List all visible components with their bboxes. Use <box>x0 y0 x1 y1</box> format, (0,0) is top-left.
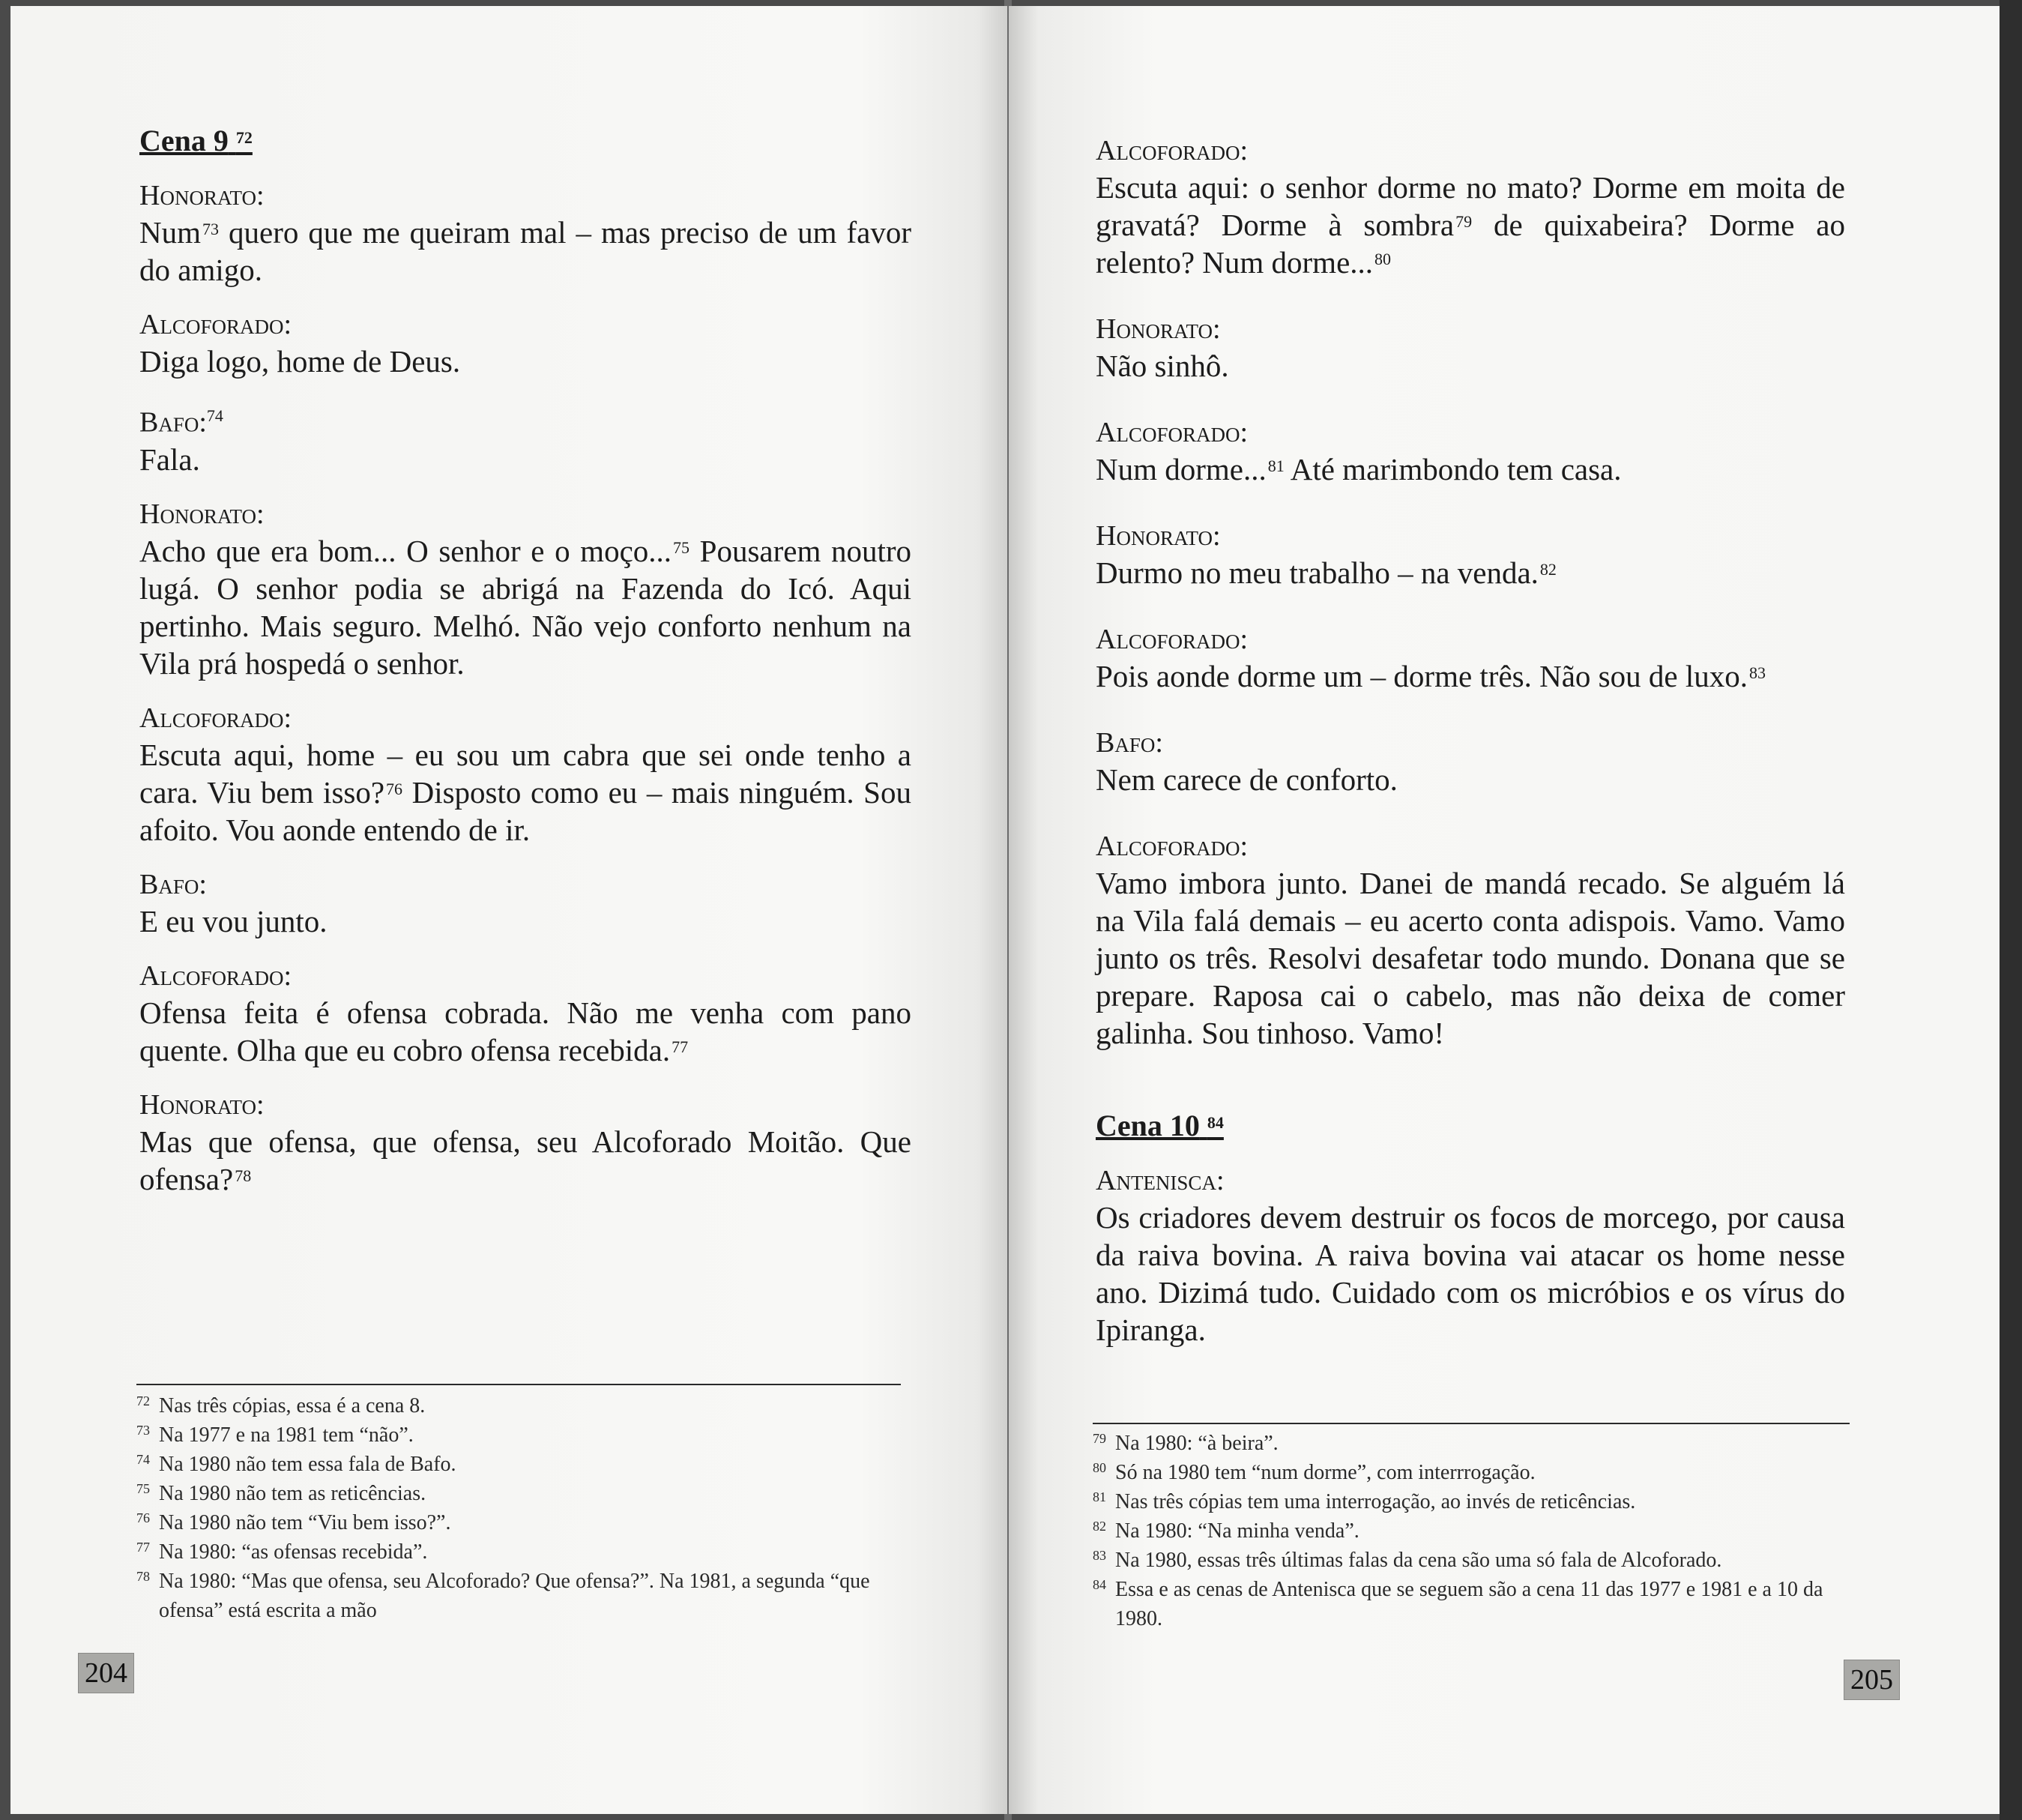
page-number: 205 <box>1844 1660 1900 1700</box>
footnote: 82 Na 1980: “Na minha venda”. <box>1093 1519 1359 1543</box>
dialogue-line: Fala. <box>139 442 200 477</box>
right-page <box>1009 6 2000 1814</box>
speaker-label: Alcoforado: <box>139 309 292 340</box>
speaker-label: Honorato: <box>139 498 265 530</box>
footnote-ref: 80 <box>1374 250 1392 268</box>
dialogue-line: Diga logo, home de Deus. <box>139 344 461 379</box>
speaker-label: Honorato: <box>1096 313 1221 345</box>
footnote-ref: 81 <box>1267 456 1285 475</box>
scene-title: Cena 9 $^{72}$ <box>139 124 253 157</box>
footnote: 77 Na 1980: “as ofensas recebida”. <box>136 1540 428 1564</box>
dialogue-line: Num dorme...$^{81}$ Até marimbondo tem casa. <box>1096 452 1622 486</box>
footnote-divider <box>1093 1423 1850 1424</box>
speaker-label: Alcoforado: <box>1096 831 1249 862</box>
footnote: 75 Na 1980 não tem as reticências. <box>136 1481 426 1505</box>
footnote: 76 Na 1980 não tem “Viu bem isso?”. <box>136 1510 451 1534</box>
footnote-ref: 84 <box>1207 1113 1224 1132</box>
speaker-label: Alcoforado: <box>139 702 292 734</box>
speaker-label: Bafo:$^{74}$ <box>139 406 223 439</box>
footnote: 80 Só na 1980 tem “num dorme”, com interrrogação. <box>1093 1460 1536 1484</box>
footnote-ref: 75 <box>673 537 690 557</box>
footnote-divider <box>136 1384 901 1385</box>
speaker-label: Honorato: <box>1096 520 1221 552</box>
footnote: 78 Na 1980: “Mas que ofensa, seu Alcoforado? Que ofensa?”. Na 1981, a segunda “que ofensa” está escrita a mão <box>136 1569 870 1622</box>
speaker-label: Antenisca: <box>1096 1165 1225 1196</box>
dialogue-line: Mas que ofensa, que ofensa, seu Alcoforado Moitão. Que ofensa?$^{78}$ <box>139 1124 911 1196</box>
dialogue-line: Não sinhô. <box>1096 349 1229 383</box>
footnote: 81 Nas três cópias tem uma interrogação, ao invés de reticências. <box>1093 1489 1636 1513</box>
footnote-ref: 76 <box>386 779 403 798</box>
footnote-ref: 79 <box>1455 212 1473 231</box>
speaker-label: Alcoforado: <box>1096 417 1249 448</box>
left-page <box>10 6 1007 1814</box>
speaker-label: Alcoforado: <box>139 959 292 992</box>
speaker-label: Bafo: <box>139 868 207 900</box>
footnote-ref: 77 <box>672 1037 689 1056</box>
footnote-ref: 78 <box>235 1166 252 1185</box>
dialogue-line: Os criadores devem destruir os focos de morcego, por causa da raiva bovina. A raiva bovina vai atacar os home nesse ano. Dizimá tudo. Cuidado com os micróbios e os vírus do Ipiranga. <box>1096 1200 1845 1347</box>
speaker-label: Honorato: <box>139 1088 265 1121</box>
scan-edge <box>2000 0 2022 1820</box>
speaker-label: Alcoforado: <box>1096 624 1249 655</box>
dialogue-line: Escuta aqui: o senhor dorme no mato? Dorme em moita de gravatá? Dorme à sombra$^{79}$ de quixabeira? Dorme ao relento? Num dorme...$^{80}$ <box>1096 170 1845 280</box>
footnote-ref: 83 <box>1748 663 1766 682</box>
speaker-label: Honorato: <box>139 180 265 211</box>
dialogue-line: Nem carece de conforto. <box>1096 762 1398 797</box>
dialogue-line: Acho que era bom... O senhor e o moço...$^{75}$ Pousarem noutro lugá. O senhor podia se abrigá na Fazenda do Icó. Aqui pertinho. Mais seguro. Melhó. Não vejo conforto nenhum na Vila prá hospedá o senhor. <box>139 533 911 681</box>
scene-title: Cena 10 $^{84}$ <box>1096 1109 1224 1142</box>
speaker-label: Bafo: <box>1096 727 1163 759</box>
footnote-ref: 73 <box>202 220 219 238</box>
dialogue-line: Ofensa feita é ofensa cobrada. Não me venha com pano quente. Olha que eu cobro ofensa recebida.$^{77}$ <box>139 995 911 1067</box>
dialogue-line: E eu vou junto. <box>139 903 328 938</box>
footnote-ref: 82 <box>1539 560 1557 579</box>
footnote: 73 Na 1977 e na 1981 tem “não”. <box>136 1423 414 1447</box>
dialogue-line: Pois aonde dorme um – dorme três. Não sou de luxo.$^{83}$ <box>1096 659 1766 693</box>
speaker-label: Alcoforado: <box>1096 135 1249 166</box>
footnote-ref: 72 <box>235 128 253 147</box>
footnote: 83 Na 1980, essas três últimas falas da cena são uma só fala de Alcoforado. <box>1093 1548 1722 1572</box>
left-page-text <box>139 122 911 1198</box>
dialogue-line: Vamo imbora junto. Danei de mandá recado. Se alguém lá na Vila falá demais – eu acerto conta adispois. Vamo. Vamo junto os três. Resolvi desafetar todo mundo. Donana que se prepare. Raposa cai o cabelo, mas não deixa de comer galinha. Sou tinhoso. Vamo! <box>1096 866 1845 1050</box>
right-page-text <box>1096 122 1845 1349</box>
footnote-ref: 74 <box>206 406 223 425</box>
footnotes <box>1093 1429 1850 1633</box>
page-number: 204 <box>78 1653 134 1693</box>
footnote: 72 Nas três cópias, essa é a cena 8. <box>136 1393 426 1417</box>
footnote: 79 Na 1980: “à beira”. <box>1093 1431 1279 1455</box>
footnote: 84 Essa e as cenas de Antenisca que se seguem são a cena 11 das 1977 e 1981 e a 10 da 1980. <box>1093 1577 1823 1630</box>
dialogue-line: Num$^{73}$ quero que me queiram mal – mas preciso de um favor do amigo. <box>139 215 911 287</box>
footnotes <box>136 1391 908 1625</box>
dialogue-line: Escuta aqui, home – eu sou um cabra que sei onde tenho a cara. Viu bem isso?$^{76}$ Disposto como eu – mais ninguém. Sou afoito. Vou aonde entendo de ir. <box>139 737 911 847</box>
footnote: 74 Na 1980 não tem essa fala de Bafo. <box>136 1452 456 1476</box>
dialogue-line: Durmo no meu trabalho – na venda.$^{82}$ <box>1096 555 1557 590</box>
